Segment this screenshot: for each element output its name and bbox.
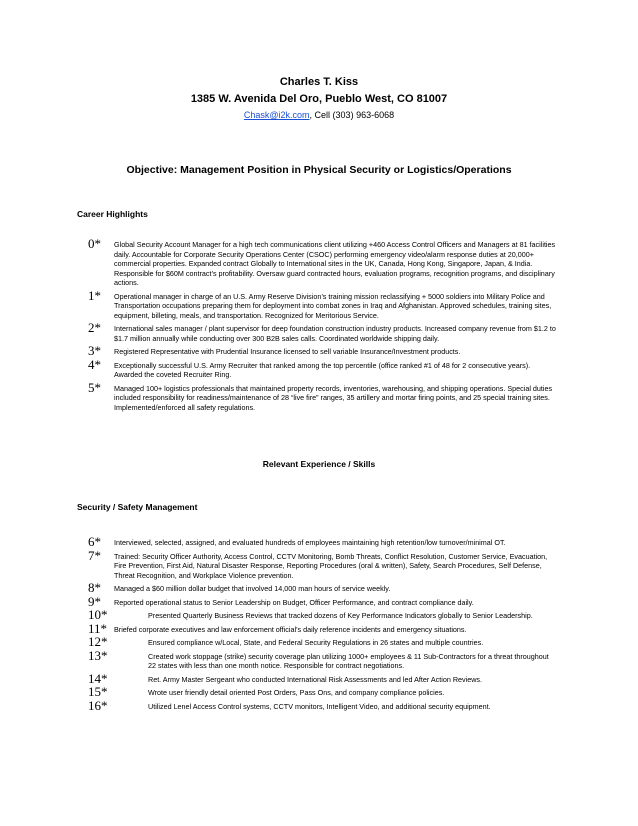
item-number: 12* bbox=[88, 634, 108, 649]
item-number: 8* bbox=[88, 580, 101, 595]
item-number: 3* bbox=[88, 343, 101, 358]
phone-text: , Cell (303) 963-6068 bbox=[309, 110, 395, 120]
item-text: Global Security Account Manager for a high tech communications client utilizing +460 Access Control Officers and Managers at 81 facilities daily. Accountable for Corporate Security Operations Center (CSOC) performing emergency video/alarm response duties at 20,000+ commercial properties. Expanded contract Globally to International sites in the UK, Canada, Hong Kong, Singapore, Japan, & India. Responsible for $60M contract’s profitability. Oversaw guard contracted hours, evaluation programs, recognition programs, and disciplinary actions. bbox=[114, 240, 556, 287]
career-highlights-heading: Career Highlights bbox=[77, 209, 148, 219]
list-item bbox=[88, 356, 558, 380]
list-item bbox=[88, 607, 558, 622]
item-text: Reported operational status to Senior Leadership on Budget, Officer Performance, and contract compliance daily. bbox=[114, 597, 474, 607]
email-link[interactable]: Chask@i2k.com bbox=[243, 110, 310, 120]
applicant-address: 1385 W. Avenida Del Oro, Pueblo West, CO 81007 bbox=[190, 93, 448, 105]
list-item bbox=[88, 236, 558, 288]
list-item bbox=[88, 287, 558, 321]
contact-line bbox=[0, 110, 638, 120]
list-item bbox=[88, 593, 558, 609]
security-list bbox=[88, 534, 558, 715]
list-item bbox=[88, 580, 558, 595]
item-number: 16* bbox=[88, 697, 108, 713]
item-text: Operational manager in charge of an U.S. Army Reserve Division’s training mission reclassifying + 5000 soldiers into Military Police and Transportation occupations preparing them for deployment into combat zones in Iraq and Afghanistan. Approved schedules, training sites, equipment, billeting, meals, and transportation. Recognized for Meritorious Service. bbox=[114, 291, 552, 320]
list-item bbox=[88, 620, 558, 636]
list-item bbox=[88, 343, 558, 358]
list-item bbox=[88, 320, 558, 343]
list-item bbox=[88, 670, 558, 686]
relevant-experience-heading: Relevant Experience / Skills bbox=[262, 459, 376, 469]
applicant-name: Charles T. Kiss bbox=[279, 76, 359, 88]
list-item bbox=[88, 547, 558, 581]
item-text: International sales manager / plant supervisor for deep foundation construction industry products. Increased company revenue from $1.2 to $1.7 million annually while conducting over 300 B2B sales calls. Coordinated worldwide shipping daily. bbox=[114, 324, 556, 343]
list-item bbox=[88, 647, 558, 671]
list-item bbox=[88, 379, 558, 413]
item-number: 7* bbox=[88, 547, 101, 563]
item-text: Created work stoppage (strike) security coverage plan utilizing 1000+ employees & 11 Sub-Contractors for a threat throughout 22 states with less than one month notice. Responsible for contract negotiations. bbox=[148, 651, 549, 670]
item-number: 4* bbox=[88, 356, 101, 372]
item-number: 13* bbox=[88, 647, 108, 663]
item-number: 5* bbox=[88, 379, 101, 395]
item-number: 6* bbox=[88, 534, 101, 549]
item-text: Trained: Security Officer Authority, Access Control, CCTV Monitoring, Bomb Threats, Conflict Resolution, Customer Service, Evacuation, Fire Prevention, First Aid, Natural Disaster Response, Reporting Procedures (oral & written), Safety, Search Procedures, Self Defense, Threat Recognition, and Workplace Violence prevention. bbox=[114, 551, 548, 580]
item-text: Exceptionally successful U.S. Army Recruiter that ranked among the top percentile (office ranked #1 of 48 for 2 consecutive years). Awarded the coveted Recruiter Ring. bbox=[114, 360, 531, 379]
item-text: Managed a $60 million dollar budget that involved 14,000 man hours of service weekly. bbox=[114, 584, 391, 593]
item-text: Ret. Army Master Sergeant who conducted International Risk Assessments and led After Action Reviews. bbox=[148, 674, 482, 684]
item-text: Interviewed, selected, assigned, and evaluated hundreds of employees maintaining high retention/low turnover/minimal OT. bbox=[114, 538, 506, 547]
item-number: 9* bbox=[88, 593, 101, 609]
list-item bbox=[88, 697, 558, 713]
list-item bbox=[88, 534, 558, 549]
item-text: Briefed corporate executives and law enforcement official’s daily reference incidents and emergency situations. bbox=[114, 624, 467, 634]
item-number: 2* bbox=[88, 320, 101, 335]
item-text: Wrote user friendly detail oriented Post Orders, Pass Ons, and company compliance policies. bbox=[148, 688, 445, 697]
list-item bbox=[88, 684, 558, 699]
item-text: Presented Quarterly Business Reviews that tracked dozens of Key Performance Indicators globally to Senior Leadership. bbox=[148, 611, 533, 620]
security-management-heading: Security / Safety Management bbox=[77, 502, 198, 512]
item-number: 14* bbox=[88, 670, 108, 686]
item-number: 0* bbox=[88, 236, 101, 251]
item-number: 15* bbox=[88, 684, 108, 699]
career-highlights-list bbox=[88, 236, 558, 416]
item-number: 10* bbox=[88, 607, 108, 622]
list-item bbox=[88, 634, 558, 649]
item-text: Registered Representative with Prudential Insurance licensed to sell variable Insurance/Investment products. bbox=[114, 347, 461, 356]
item-number: 1* bbox=[88, 287, 101, 303]
item-text: Utilized Lenel Access Control systems, CCTV monitors, Intelligent Video, and additional security equipment. bbox=[148, 701, 491, 711]
item-text: Ensured compliance w/Local, State, and Federal Security Regulations in 26 states and multiple countries. bbox=[148, 638, 484, 647]
item-number: 11* bbox=[88, 620, 108, 636]
item-text: Managed 100+ logistics professionals that maintained property records, inventories, warehousing, and shipping operations. Special duties included responsibility for readiness/maintenance of 28 “live fire” ranges, 35 artillery and mortar firing points, and 25 special training sites. Implemented/enforced all safety regulations. bbox=[114, 383, 553, 412]
objective-heading: Objective: Management Position in Physical Security or Logistics/Operations bbox=[126, 164, 512, 176]
